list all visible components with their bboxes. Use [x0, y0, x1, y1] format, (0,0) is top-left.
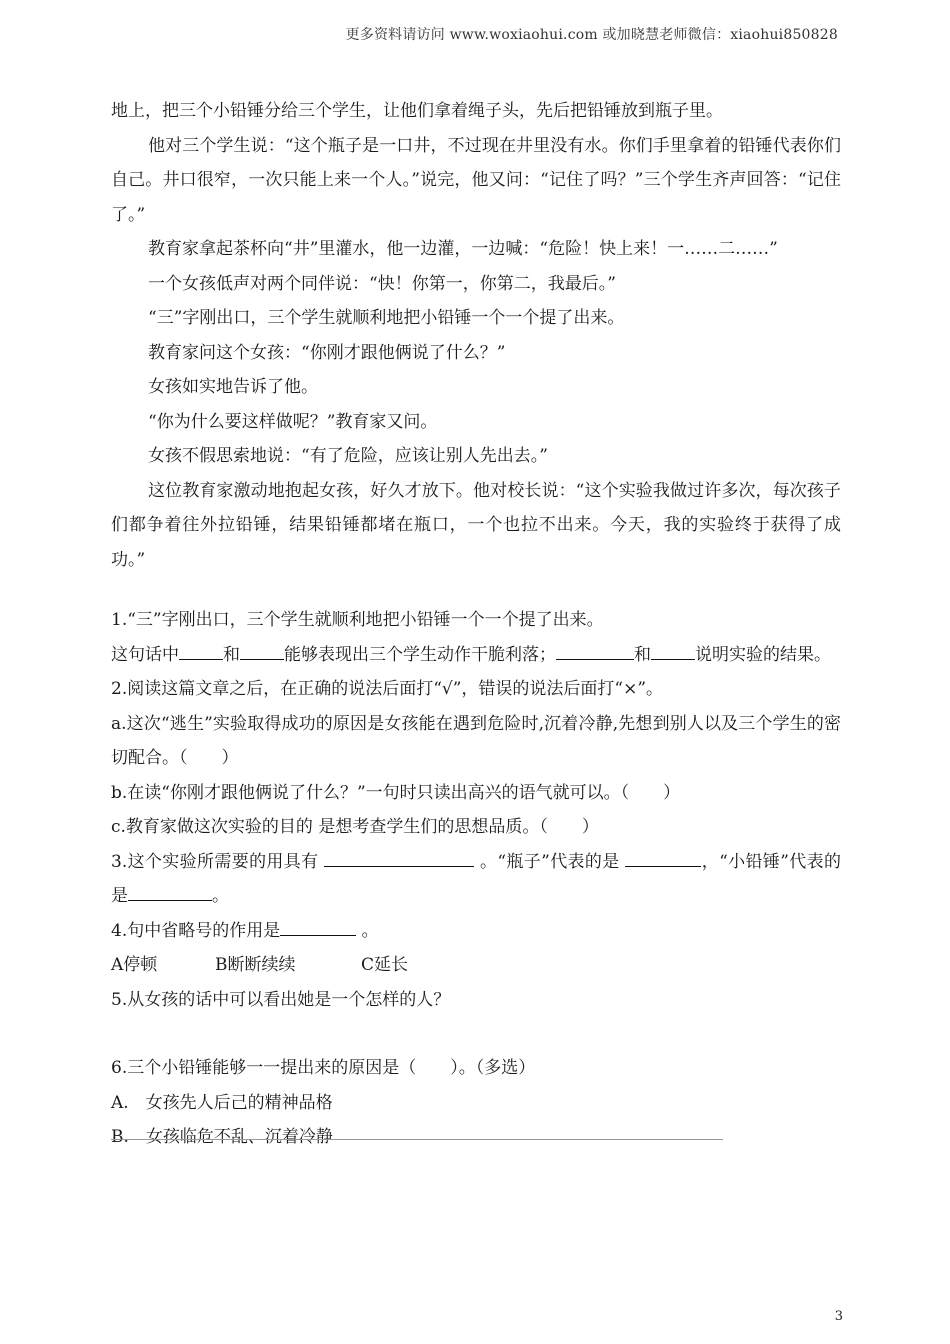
answer-blank[interactable]	[556, 641, 634, 660]
question-6-option-b[interactable]: B. 女孩临危不乱、沉着冷静	[111, 1127, 333, 1147]
q3-text: 3.这个实验所需要的用具有	[111, 851, 319, 872]
q1-text: 这句话中	[111, 644, 179, 665]
story-paragraph: 女孩如实地告诉了他。	[148, 377, 318, 397]
answer-blank[interactable]	[128, 882, 212, 901]
q1-text: 说明实验的结果。	[695, 644, 831, 665]
answer-blank[interactable]	[324, 848, 474, 867]
answer-blank[interactable]	[179, 641, 223, 660]
question-2-item-b: b.在读“你刚才跟他俩说了什么？”一句时只读出高兴的语气就可以。（ ）	[111, 782, 681, 803]
q1-text: 和	[634, 644, 651, 665]
page-header: 更多资料请访问 www.woxiaohui.com 或加晓慧老师微信：xiaohui850828	[345, 27, 838, 43]
question-4	[111, 914, 841, 949]
story-paragraph: “三”字刚出口，三个学生就顺利地把小铅锤一个一个提了出来。	[148, 308, 625, 328]
question-5-title: 5.从女孩的话中可以看出她是一个怎样的人？	[111, 989, 451, 1010]
question-6-title: 6.三个小铅锤能够一一提出来的原因是（ ）。（多选）	[111, 1058, 536, 1078]
story-paragraph: 一个女孩低声对两个同伴说：“快！你第一，你第二，我最后。”	[148, 273, 616, 294]
question-3	[111, 845, 841, 914]
answer-blank[interactable]	[280, 917, 356, 936]
option-c[interactable]: C延长	[361, 955, 409, 975]
q3-text: ，“小铅锤”代表的是	[111, 851, 841, 906]
question-4-options	[111, 948, 841, 983]
page-number: 3	[834, 1309, 843, 1324]
story-paragraph: “你为什么要这样做呢？”教育家又问。	[148, 411, 438, 432]
answer-blank[interactable]	[625, 848, 701, 867]
q3-text: 。	[212, 886, 229, 906]
q4-text: 4.句中省略号的作用是	[111, 920, 281, 941]
question-6-option-a[interactable]: A. 女孩先人后己的精神品格	[111, 1092, 333, 1113]
answer-blank[interactable]	[240, 641, 284, 660]
q3-text: 。“瓶子”代表的是	[480, 851, 620, 872]
story-paragraph: 他对三个学生说：“这个瓶子是一口井，不过现在井里没有水。你们手里拿着的铅锤代表你们自己。井口很窄，一次只能上来一个人。”说完，他又问：“记住了吗？”三个学生齐声回答：“记住了。”	[111, 135, 841, 225]
option-b[interactable]: B断断续续	[215, 955, 296, 975]
story-paragraph: 教育家拿起茶杯向“井”里灌水，他一边灌，一边喊：“危险！快上来！一……二……”	[148, 239, 778, 259]
question-2-item-a: a.这次“逃生”实验取得成功的原因是女孩能在遇到危险时,沉着冷静,先想到别人以及三个学生的密切配合。（ ）	[111, 713, 841, 768]
story-paragraph: 地上，把三个小铅锤分给三个学生，让他们拿着绳子头，先后把铅锤放到瓶子里。	[111, 101, 723, 121]
question-1-stem: 1.“三”字刚出口，三个学生就顺利地把小铅锤一个一个提了出来。	[111, 610, 604, 630]
story-paragraph: 这位教育家激动地抱起女孩，好久才放下。他对校长说：“这个实验我做过许多次，每次孩子们都争着往外拉铅锤，结果铅锤都堵在瓶口，一个也拉不出来。今天，我的实验终于获得了成功。”	[111, 480, 841, 570]
story-paragraph: 教育家问这个女孩：“你刚才跟他俩说了什么？”	[148, 342, 506, 363]
answer-line[interactable]	[111, 1139, 723, 1140]
question-1-fill	[111, 638, 841, 673]
answer-blank[interactable]	[651, 641, 695, 660]
q1-text: 和	[223, 644, 240, 665]
option-a[interactable]: A停顿	[111, 955, 158, 975]
story-paragraph: 女孩不假思索地说：“有了危险，应该让别人先出去。”	[148, 446, 548, 466]
document-body	[111, 94, 841, 1155]
question-2-item-c: c.教育家做这次实验的目的 是想考查学生们的思想品质。（ ）	[111, 817, 599, 837]
question-2-title: 2.阅读这篇文章之后，在正确的说法后面打“√”，错误的说法后面打“×”。	[111, 679, 664, 699]
q1-text: 能够表现出三个学生动作干脆利落；	[284, 644, 556, 665]
q4-text: 。	[361, 920, 379, 941]
